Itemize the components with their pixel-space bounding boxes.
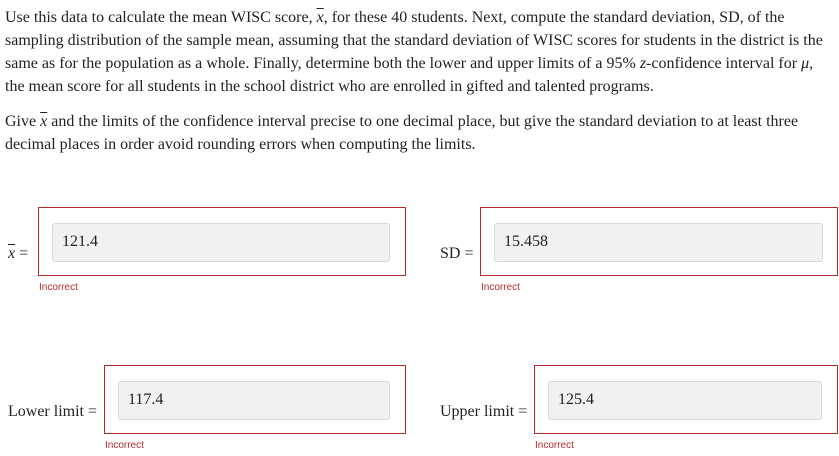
instruction-text: -confidence interval for — [646, 55, 802, 72]
instruction-text: , for these 40 students. Next, compute the standard deviation, SD, of the sampling distribution of the sample mean, assuming that the standard deviation of WISC scores for students in the district is the same as for the population as a whole. Finally, determine both the lower and upper limits of a 95% — [5, 9, 823, 72]
upper-limit-status: Incorrect — [535, 440, 574, 451]
upper-limit-label: Upper limit = — [440, 403, 528, 420]
x-bar-symbol: $\overline{x}$ — [316, 9, 324, 26]
lower-limit-input[interactable]: 117.4 — [118, 381, 390, 420]
mean-label — [8, 244, 28, 264]
instructions-paragraph-1 — [5, 6, 835, 98]
x-bar-symbol: $\overline{x}$ — [8, 245, 16, 262]
instruction-text: and the limits of the confidence interval precise to one decimal place, but give the standard deviation to at least three decimal places in order avoid rounding errors when computing the limits. — [5, 113, 799, 153]
lower-limit-label: Lower limit = — [8, 403, 98, 420]
instruction-text: Use this data to calculate the mean WISC score, — [5, 9, 317, 26]
upper-limit-answer-box — [534, 365, 838, 434]
instruction-text: , the mean score for all students in the school district who are enrolled in gifted and talented programs. — [5, 55, 814, 95]
mean-status: Incorrect — [39, 282, 78, 293]
mu-symbol: μ — [801, 55, 810, 72]
sd-label: SD = — [440, 245, 474, 262]
instructions-paragraph-2 — [5, 110, 835, 156]
sd-status: Incorrect — [481, 282, 520, 293]
x-bar-symbol: $\overline{x}$ — [40, 113, 48, 130]
upper-limit-input[interactable]: 125.4 — [548, 381, 822, 420]
instruction-text: Give — [5, 113, 41, 130]
lower-limit-status: Incorrect — [105, 440, 144, 451]
lower-limit-answer-box — [104, 365, 406, 434]
equals-sign: = — [15, 245, 29, 262]
sd-input[interactable]: 15.458 — [494, 223, 823, 262]
sd-answer-box — [480, 207, 838, 276]
mean-input[interactable]: 121.4 — [52, 223, 390, 262]
z-symbol: z — [639, 55, 647, 72]
mean-answer-box — [38, 207, 406, 276]
